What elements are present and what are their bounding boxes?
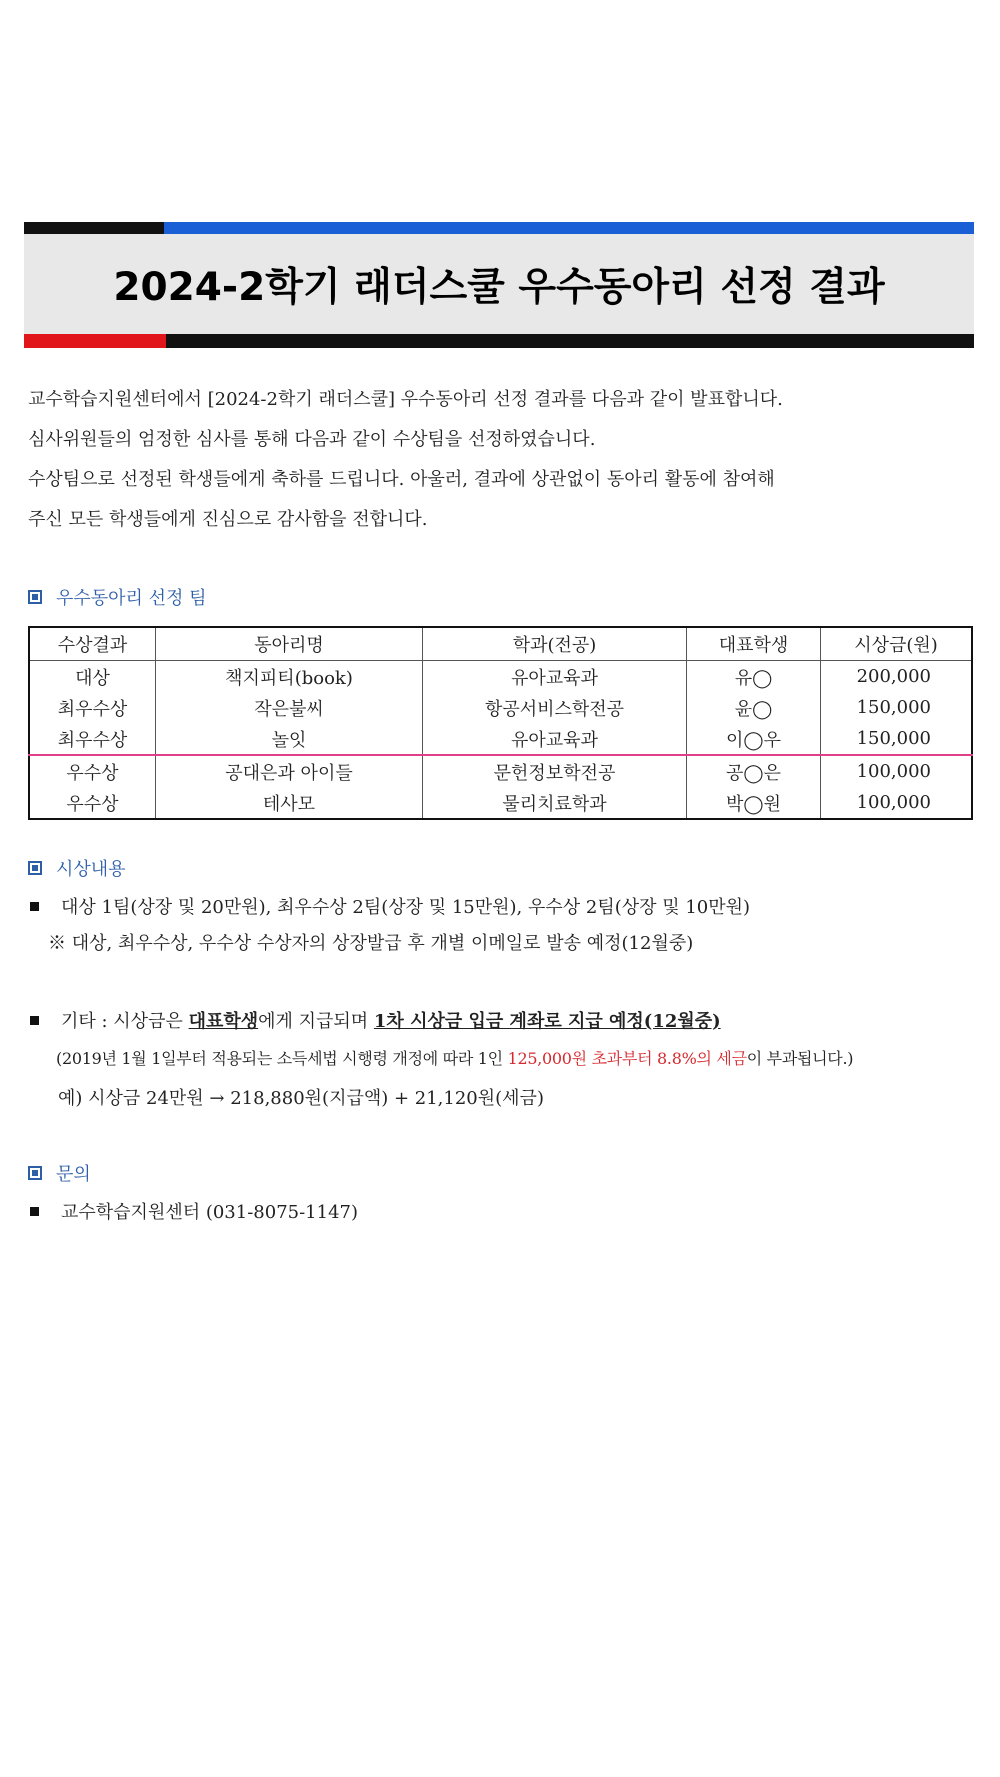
intro-line: 수상팀으로 선정된 학생들에게 축하를 드립니다. 아울러, 결과에 상관없이 동아리 활동에 참여해 [28, 469, 775, 490]
intro-text [28, 380, 978, 540]
table-cell: 윤◯ [687, 692, 821, 723]
table-header: 학과(전공) [423, 627, 687, 661]
intro-line: 교수학습지원센터에서 [2024-2학기 래더스쿨] 우수동아리 선정 결과를 다음과 같이 발표합니다. [28, 389, 783, 410]
section-heading-contact: 문의 [28, 1160, 91, 1186]
table-cell: 100,000 [821, 755, 973, 787]
payment-info: 기타 : 시상금은 대표학생에게 지급되며 1차 시상금 입금 계좌로 지급 예정(12월중) [30, 1007, 721, 1033]
table-cell: 150,000 [821, 692, 973, 723]
table-row [29, 661, 972, 693]
page-title: 2024-2학기 래더스쿨 우수동아리 선정 결과 [113, 265, 885, 310]
table-cell: 항공서비스학전공 [423, 692, 687, 723]
intro-line: 주신 모든 학생들에게 진심으로 감사함을 전합니다. [28, 509, 428, 530]
table-cell: 물리치료학과 [423, 787, 687, 819]
banner-bottom-bar [24, 334, 974, 348]
table-cell: 작은불씨 [156, 692, 423, 723]
title-banner [24, 222, 974, 348]
table-row [29, 755, 972, 787]
table-row [29, 692, 972, 723]
table-cell: 테사모 [156, 787, 423, 819]
table-cell: 대상 [29, 661, 156, 693]
table-cell: 우수상 [29, 787, 156, 819]
award-note: ※ 대상, 최우수상, 우수상 수상자의 상장발급 후 개별 이메일로 발송 예정(12월중) [48, 933, 694, 954]
table-header: 동아리명 [156, 627, 423, 661]
table-cell: 문헌정보학전공 [423, 755, 687, 787]
table-cell: 최우수상 [29, 723, 156, 755]
tax-example: 예) 시상금 24만원 → 218,880원(지급액) + 21,120원(세금) [58, 1088, 544, 1109]
square-bullet-icon [28, 861, 42, 875]
intro-line: 심사위원들의 엄정한 심사를 통해 다음과 같이 수상팀을 선정하였습니다. [28, 429, 596, 450]
table-cell: 유아교육과 [423, 661, 687, 693]
square-bullet-icon [28, 590, 42, 604]
table-cell: 박◯원 [687, 787, 821, 819]
award-summary: 대상 1팀(상장 및 20만원), 최우수상 2팀(상장 및 15만원), 우수상 2팀(상장 및 10만원) [30, 893, 750, 919]
table-cell: 공대은과 아이들 [156, 755, 423, 787]
table-cell: 200,000 [821, 661, 973, 693]
bullet-icon [30, 1016, 39, 1025]
section-heading-teams: 우수동아리 선정 팀 [28, 584, 207, 610]
table-cell: 놀잇 [156, 723, 423, 755]
table-row [29, 787, 972, 819]
awards-table [28, 626, 973, 820]
table-header: 수상결과 [29, 627, 156, 661]
table-cell: 우수상 [29, 755, 156, 787]
table-cell: 150,000 [821, 723, 973, 755]
table-header: 시상금(원) [821, 627, 973, 661]
table-cell: 유아교육과 [423, 723, 687, 755]
bullet-icon [30, 1207, 39, 1216]
tax-note: (2019년 1월 1일부터 적용되는 소득세법 시행령 개정에 따라 1인 125,000원 초과부터 8.8%의 세금이 부과됩니다.) [56, 1049, 854, 1068]
bullet-icon [30, 902, 39, 911]
banner-top-bar [24, 222, 974, 234]
table-header-row [29, 627, 972, 661]
table-row [29, 723, 972, 755]
contact-info: 교수학습지원센터 (031-8075-1147) [30, 1198, 358, 1224]
square-bullet-icon [28, 1166, 42, 1180]
table-cell: 유◯ [687, 661, 821, 693]
table-header: 대표학생 [687, 627, 821, 661]
table-cell: 책지피티(book) [156, 661, 423, 693]
table-cell: 100,000 [821, 787, 973, 819]
table-cell: 최우수상 [29, 692, 156, 723]
section-heading-awards: 시상내용 [28, 855, 126, 881]
table-cell: 이◯우 [687, 723, 821, 755]
table-cell: 공◯은 [687, 755, 821, 787]
